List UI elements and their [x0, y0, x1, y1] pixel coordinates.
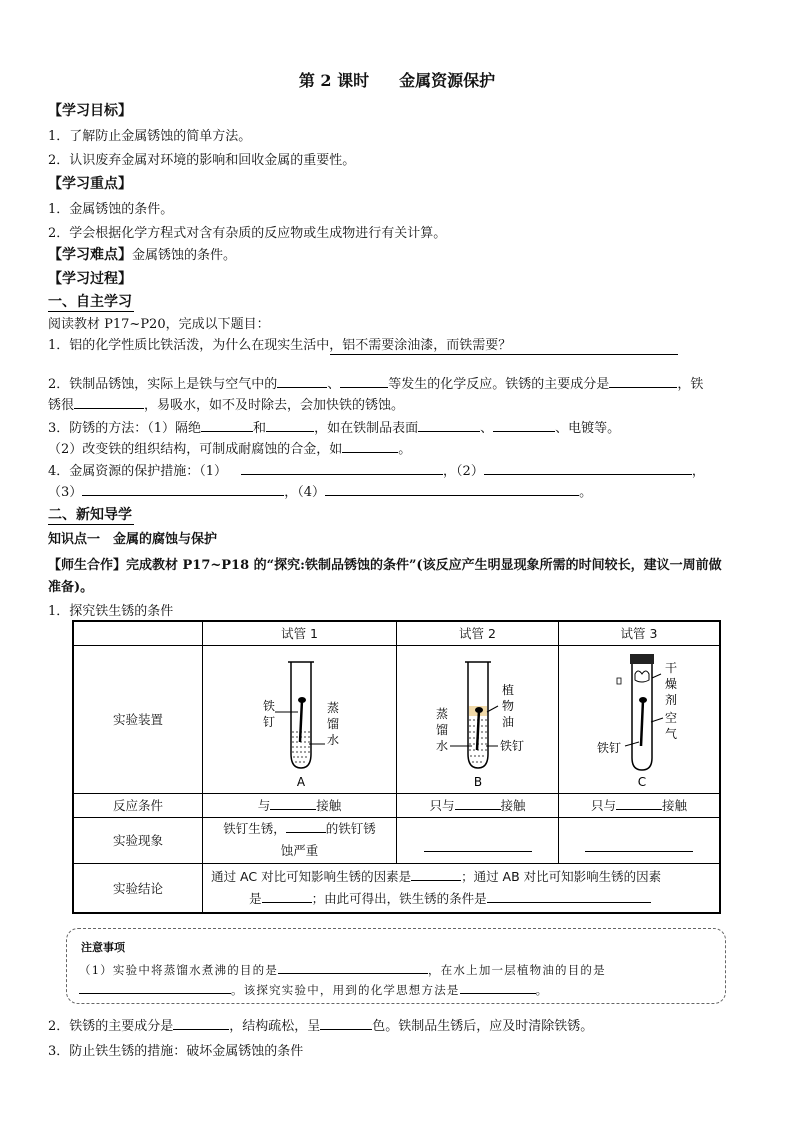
caption-b: B — [473, 774, 482, 789]
condition-2: 只与 接触 — [397, 793, 559, 817]
label-water: 水 — [326, 732, 339, 747]
apparatus-c — [559, 645, 721, 793]
row-label: 实验结论 — [73, 863, 203, 913]
condition-1: 与 接触 — [203, 793, 397, 817]
goal-item: 1．了解防止金属锈蚀的简单方法。 — [48, 129, 252, 144]
table-header-blank — [73, 621, 203, 645]
keypoint-item: 2．学会根据化学方程式对含有杂质的反应物或生成物进行有关计算。 — [48, 226, 447, 241]
label-water: 水 — [435, 738, 448, 753]
label-water: 馏 — [435, 722, 448, 737]
label-nail: 铁钉 — [596, 740, 622, 755]
test-tube-c-diagram — [559, 646, 719, 790]
answer-line[interactable] — [330, 354, 678, 355]
test-tube-a-diagram — [205, 646, 395, 790]
label-iron: 钉 — [262, 714, 275, 729]
notice-title: 注意事项 — [81, 941, 125, 954]
table-header: 试管 3 — [559, 621, 721, 645]
caption-c: C — [637, 774, 647, 789]
goals-heading: 【学习目标】 — [48, 103, 132, 119]
question-4-cont: （3） ，（4） 。 — [48, 485, 593, 500]
apparatus-a — [203, 645, 397, 793]
label-water: 蒸 — [435, 706, 448, 721]
cooperation-text-cont: 准备)。 — [48, 580, 94, 595]
label-desiccant: 燥 — [664, 676, 678, 691]
observation-2[interactable] — [397, 817, 559, 863]
observation-1: 铁钉生锈， 的铁钉锈 蚀严重 — [203, 817, 397, 863]
label-oil: 植 — [501, 682, 514, 697]
row-label: 实验现象 — [73, 817, 203, 863]
condition-3: 只与 接触 — [559, 793, 721, 817]
item-2: 2．铁锈的主要成分是 ，结构疏松，呈 色。铁制品生锈后，应及时清除铁锈。 — [48, 1019, 594, 1034]
lesson-number: 第 2 课时 — [298, 71, 370, 90]
question-2: 2．铁制品锈蚀，实际上是铁与空气中的 、 等发生的化学反应。铁锈的主要成分是 ，铁 — [48, 377, 704, 392]
caption-a: A — [296, 774, 305, 789]
keypoints-heading: 【学习重点】 — [48, 176, 132, 192]
notice-line-1: （1）实验中将蒸馏水煮沸的目的是 ，在水上加一层植物油的目的是 — [79, 963, 606, 977]
question-3: 3．防锈的方法：（1）隔绝 和 ，如在铁制品表面 、 、电镀等。 — [48, 421, 621, 436]
notice-line-2: 。该探究实验中，用到的化学思想方法是 。 — [79, 981, 548, 998]
label-oil: 物 — [501, 698, 514, 713]
experiment-table — [72, 620, 721, 914]
question-3-cont: （2）改变铁的组织结构，可制成耐腐蚀的合金，如 。 — [48, 442, 412, 457]
table-header: 试管 2 — [397, 621, 559, 645]
difficulty: 【学习难点】金属锈蚀的条件。 — [48, 247, 237, 263]
page-title — [0, 68, 794, 91]
label-desiccant: 剂 — [664, 692, 678, 707]
section2-heading: 二、新知导学 — [48, 504, 134, 525]
row-label: 反应条件 — [73, 793, 203, 817]
test-tube-b-diagram — [398, 646, 558, 790]
apparatus-b — [397, 645, 559, 793]
label-nail: 铁钉 — [499, 738, 524, 753]
row-label: 实验装置 — [73, 645, 203, 793]
section1-intro: 阅读教材 P17~P20，完成以下题目： — [48, 317, 270, 332]
observation-3[interactable] — [559, 817, 721, 863]
process-heading: 【学习过程】 — [48, 271, 132, 287]
knowledge-point-1: 知识点一 金属的腐蚀与保护 — [48, 532, 218, 547]
label-water: 馏 — [326, 716, 339, 731]
label-desiccant: 干 — [664, 660, 678, 675]
cooperation-text: 【师生合作】完成教材 P17~P18 的“探究:铁制品锈蚀的条件”(该反应产生明显现象所需的时间较长，建议一周前做 — [48, 558, 722, 573]
label-air: 空 — [664, 710, 678, 725]
table-header: 试管 1 — [203, 621, 397, 645]
label-air: 气 — [664, 726, 678, 741]
label-water: 蒸 — [326, 700, 339, 715]
lesson-topic: 金属资源保护 — [399, 71, 496, 90]
keypoint-item: 1．金属锈蚀的条件。 — [48, 202, 174, 217]
label-oil: 油 — [501, 714, 514, 729]
goal-item: 2．认识废弃金属对环境的影响和回收金属的重要性。 — [48, 153, 356, 168]
question-1: 1．铝的化学性质比铁活泼，为什么在现实生活中，铝不需要涂油漆，而铁需要？ — [48, 338, 512, 353]
conclusion: 通过 AC 对比可知影响生锈的因素是 ；通过 AB 对比可知影响生锈的因素 是 ；由此可得出，铁生锈的条件是 — [203, 863, 720, 913]
section1-heading: 一、自主学习 — [48, 291, 134, 312]
item-3: 3．防止铁生锈的措施：破坏金属锈蚀的条件 — [48, 1044, 304, 1059]
question-2-cont: 锈很 ，易吸水，如不及时除去，会加快铁的锈蚀。 — [48, 398, 405, 413]
notice-box — [66, 928, 726, 1004]
question-4: 4．金属资源的保护措施：（1） ，（2） ， — [48, 464, 705, 479]
item-1: 1．探究铁生锈的条件 — [48, 604, 174, 619]
label-iron: 铁 — [262, 698, 275, 713]
